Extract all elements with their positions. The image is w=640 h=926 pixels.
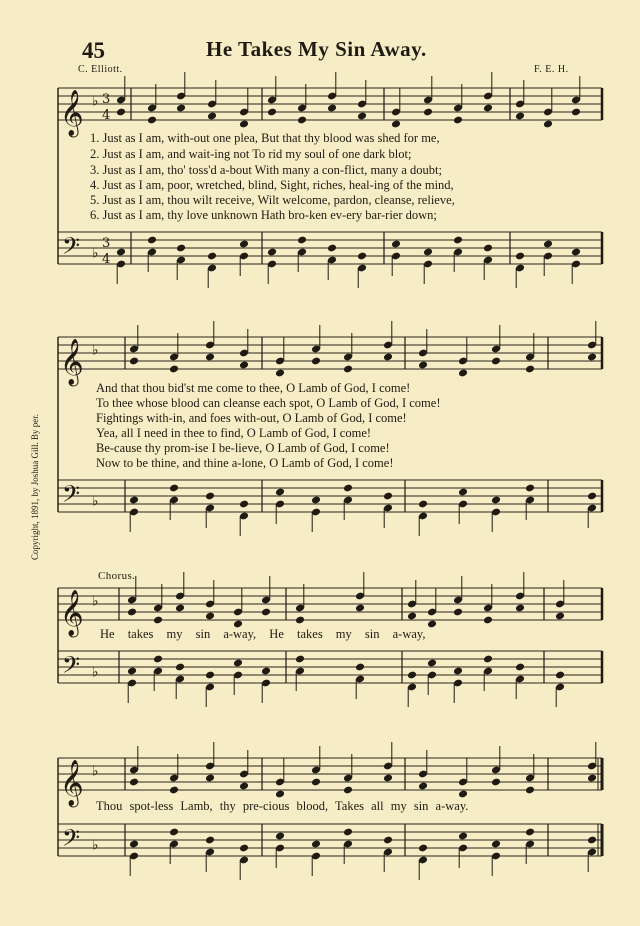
note-head <box>525 828 535 837</box>
note-head <box>453 667 463 676</box>
note-head <box>311 357 321 366</box>
note-head <box>491 496 501 505</box>
note-head <box>176 104 186 113</box>
note-head <box>205 836 215 845</box>
note-head <box>239 240 249 249</box>
note-head <box>483 244 493 253</box>
note-head <box>543 120 553 129</box>
verse-1-line-2: And that thou bid'st me come to thee, O Lamb of God, I come! <box>96 381 411 395</box>
time-signature: 4 <box>102 108 111 124</box>
treble-clef: 𝄞 <box>60 90 84 136</box>
note-head <box>491 357 501 366</box>
note-head <box>275 790 285 799</box>
note-head <box>355 663 365 672</box>
note-head <box>418 361 428 370</box>
flat-sign: ♭ <box>92 763 99 780</box>
time-signature: 3 <box>102 92 111 108</box>
flat-sign: ♭ <box>92 93 99 110</box>
note-head <box>295 616 305 625</box>
note-head <box>407 671 417 680</box>
note-head <box>169 365 179 374</box>
flat-sign: ♭ <box>92 593 99 610</box>
note-head <box>205 774 215 783</box>
note-head <box>267 108 277 117</box>
treble-clef: 𝄞 <box>60 339 84 385</box>
note-head <box>458 790 468 799</box>
note-head <box>483 104 493 113</box>
bass-clef: 𝄢 <box>62 824 81 857</box>
flat-sign: ♭ <box>92 664 99 681</box>
note-head <box>383 492 393 501</box>
note-head <box>515 112 525 121</box>
note-head <box>355 604 365 613</box>
verse-5-line-1: 5. Just as I am, thou wilt receive, Wilt welcome, pardon, cleanse, relieve, <box>90 193 455 207</box>
verse-1-line-1: 1. Just as I am, with-out one plea, But that thy blood was shed for me, <box>90 131 440 145</box>
note-head <box>571 248 581 257</box>
note-head <box>453 236 463 245</box>
note-head <box>543 240 553 249</box>
hymn-title: He Takes My Sin Away. <box>206 37 427 61</box>
time-signature: 4 <box>102 252 111 268</box>
note-head <box>153 616 163 625</box>
note-head <box>207 252 217 261</box>
note-head <box>327 244 337 253</box>
note-head <box>587 836 597 845</box>
copyright-notice: Copyright, 1891, by Joshua Gill. By per. <box>30 414 40 560</box>
note-head <box>391 120 401 129</box>
note-head <box>343 828 353 837</box>
note-head <box>525 786 535 795</box>
note-head <box>127 667 137 676</box>
note-head <box>357 112 367 121</box>
note-head <box>205 353 215 362</box>
note-head <box>357 252 367 261</box>
note-head <box>383 836 393 845</box>
note-head <box>383 353 393 362</box>
note-head <box>483 655 493 664</box>
note-head <box>407 612 417 621</box>
bass-clef: 𝄢 <box>62 232 81 265</box>
note-head <box>343 786 353 795</box>
verse-6-line-1: 6. Just as I am, thy love unknown Hath bro-ken ev-ery bar-rier down; <box>90 208 437 222</box>
note-head <box>129 840 139 849</box>
verse-3-line-2: Fightings with-in, and foes with-out, O Lamb of God, I come! <box>96 411 407 425</box>
note-head <box>239 782 249 791</box>
note-head <box>427 620 437 629</box>
verse-6-line-2: Now to be thine, and thine a-lone, O Lamb of God, I come! <box>96 456 394 470</box>
verse-2-line-1: 2. Just as I am, and wait-ing not To rid my soul of one dark blot; <box>90 147 412 161</box>
note-head <box>129 496 139 505</box>
note-head <box>587 353 597 362</box>
note-head <box>418 500 428 509</box>
note-head <box>261 608 271 617</box>
note-head <box>169 828 179 837</box>
note-head <box>458 488 468 497</box>
note-head <box>515 604 525 613</box>
note-head <box>275 369 285 378</box>
verse-3-line-1: 3. Just as I am, tho' toss'd a-bout With many a con-flict, many a doubt; <box>90 163 442 177</box>
note-head <box>169 786 179 795</box>
composer-credit: C. Elliott. <box>78 64 123 75</box>
note-head <box>116 248 126 257</box>
note-head <box>587 774 597 783</box>
note-head <box>423 248 433 257</box>
note-head <box>311 496 321 505</box>
note-head <box>555 671 565 680</box>
note-head <box>175 604 185 613</box>
note-head <box>267 248 277 257</box>
chorus-label: Chorus. <box>98 570 136 582</box>
note-head <box>116 108 126 117</box>
note-head <box>233 659 243 668</box>
note-head <box>147 236 157 245</box>
bass-clef: 𝄢 <box>62 480 81 513</box>
note-head <box>515 663 525 672</box>
note-head <box>127 608 137 617</box>
note-head <box>153 655 163 664</box>
note-head <box>175 663 185 672</box>
note-head <box>458 369 468 378</box>
note-head <box>295 655 305 664</box>
note-head <box>587 492 597 501</box>
note-head <box>391 240 401 249</box>
note-head <box>418 844 428 853</box>
verse-4-line-1: 4. Just as I am, poor, wretched, blind, Sight, riches, heal-ing of the mind, <box>90 178 454 192</box>
note-head <box>491 778 501 787</box>
note-head <box>297 236 307 245</box>
note-head <box>129 778 139 787</box>
flat-sign: ♭ <box>92 493 99 510</box>
note-head <box>239 844 249 853</box>
verse-4-line-2: Yea, all I need in thee to find, O Lamb of God, I come! <box>96 426 372 440</box>
time-signature: 3 <box>102 236 111 252</box>
note-head <box>383 774 393 783</box>
treble-clef: 𝄞 <box>60 590 84 636</box>
verse-5-line-2: Be-cause thy prom-ise I be-lieve, O Lamb of God, I come! <box>96 441 390 455</box>
note-head <box>343 484 353 493</box>
chorus-line-1: He takes my sin a-way, He takes my sin a-way, <box>100 627 426 641</box>
note-head <box>205 612 215 621</box>
lyricist-credit: F. E. H. <box>534 64 569 75</box>
note-head <box>207 112 217 121</box>
note-head <box>525 484 535 493</box>
note-head <box>343 365 353 374</box>
chorus-line-2: Thou spot-less Lamb, thy pre-cious blood, Takes all my sin a-way. <box>96 799 469 813</box>
hymn-number: 45 <box>82 38 105 63</box>
note-head <box>205 492 215 501</box>
treble-clef: 𝄞 <box>60 760 84 806</box>
note-head <box>423 108 433 117</box>
note-head <box>311 778 321 787</box>
note-head <box>311 840 321 849</box>
note-head <box>205 671 215 680</box>
verse-2-line-2: To thee whose blood can cleanse each spot, O Lamb of God, I come! <box>96 396 441 410</box>
note-head <box>147 116 157 125</box>
note-head <box>418 782 428 791</box>
note-head <box>427 659 437 668</box>
note-head <box>525 365 535 374</box>
note-head <box>239 500 249 509</box>
flat-sign: ♭ <box>92 837 99 854</box>
note-head <box>453 608 463 617</box>
note-head <box>453 116 463 125</box>
note-head <box>458 832 468 841</box>
note-head <box>129 357 139 366</box>
note-head <box>239 361 249 370</box>
note-head <box>275 488 285 497</box>
note-head <box>571 108 581 117</box>
note-head <box>176 244 186 253</box>
note-head <box>169 484 179 493</box>
note-head <box>483 616 493 625</box>
note-head <box>261 667 271 676</box>
flat-sign: ♭ <box>92 245 99 262</box>
flat-sign: ♭ <box>92 342 99 359</box>
note-head <box>515 252 525 261</box>
note-head <box>297 116 307 125</box>
note-head <box>555 612 565 621</box>
bass-clef: 𝄢 <box>62 651 81 684</box>
note-head <box>275 832 285 841</box>
note-head <box>239 120 249 129</box>
note-head <box>491 840 501 849</box>
note-head <box>327 104 337 113</box>
